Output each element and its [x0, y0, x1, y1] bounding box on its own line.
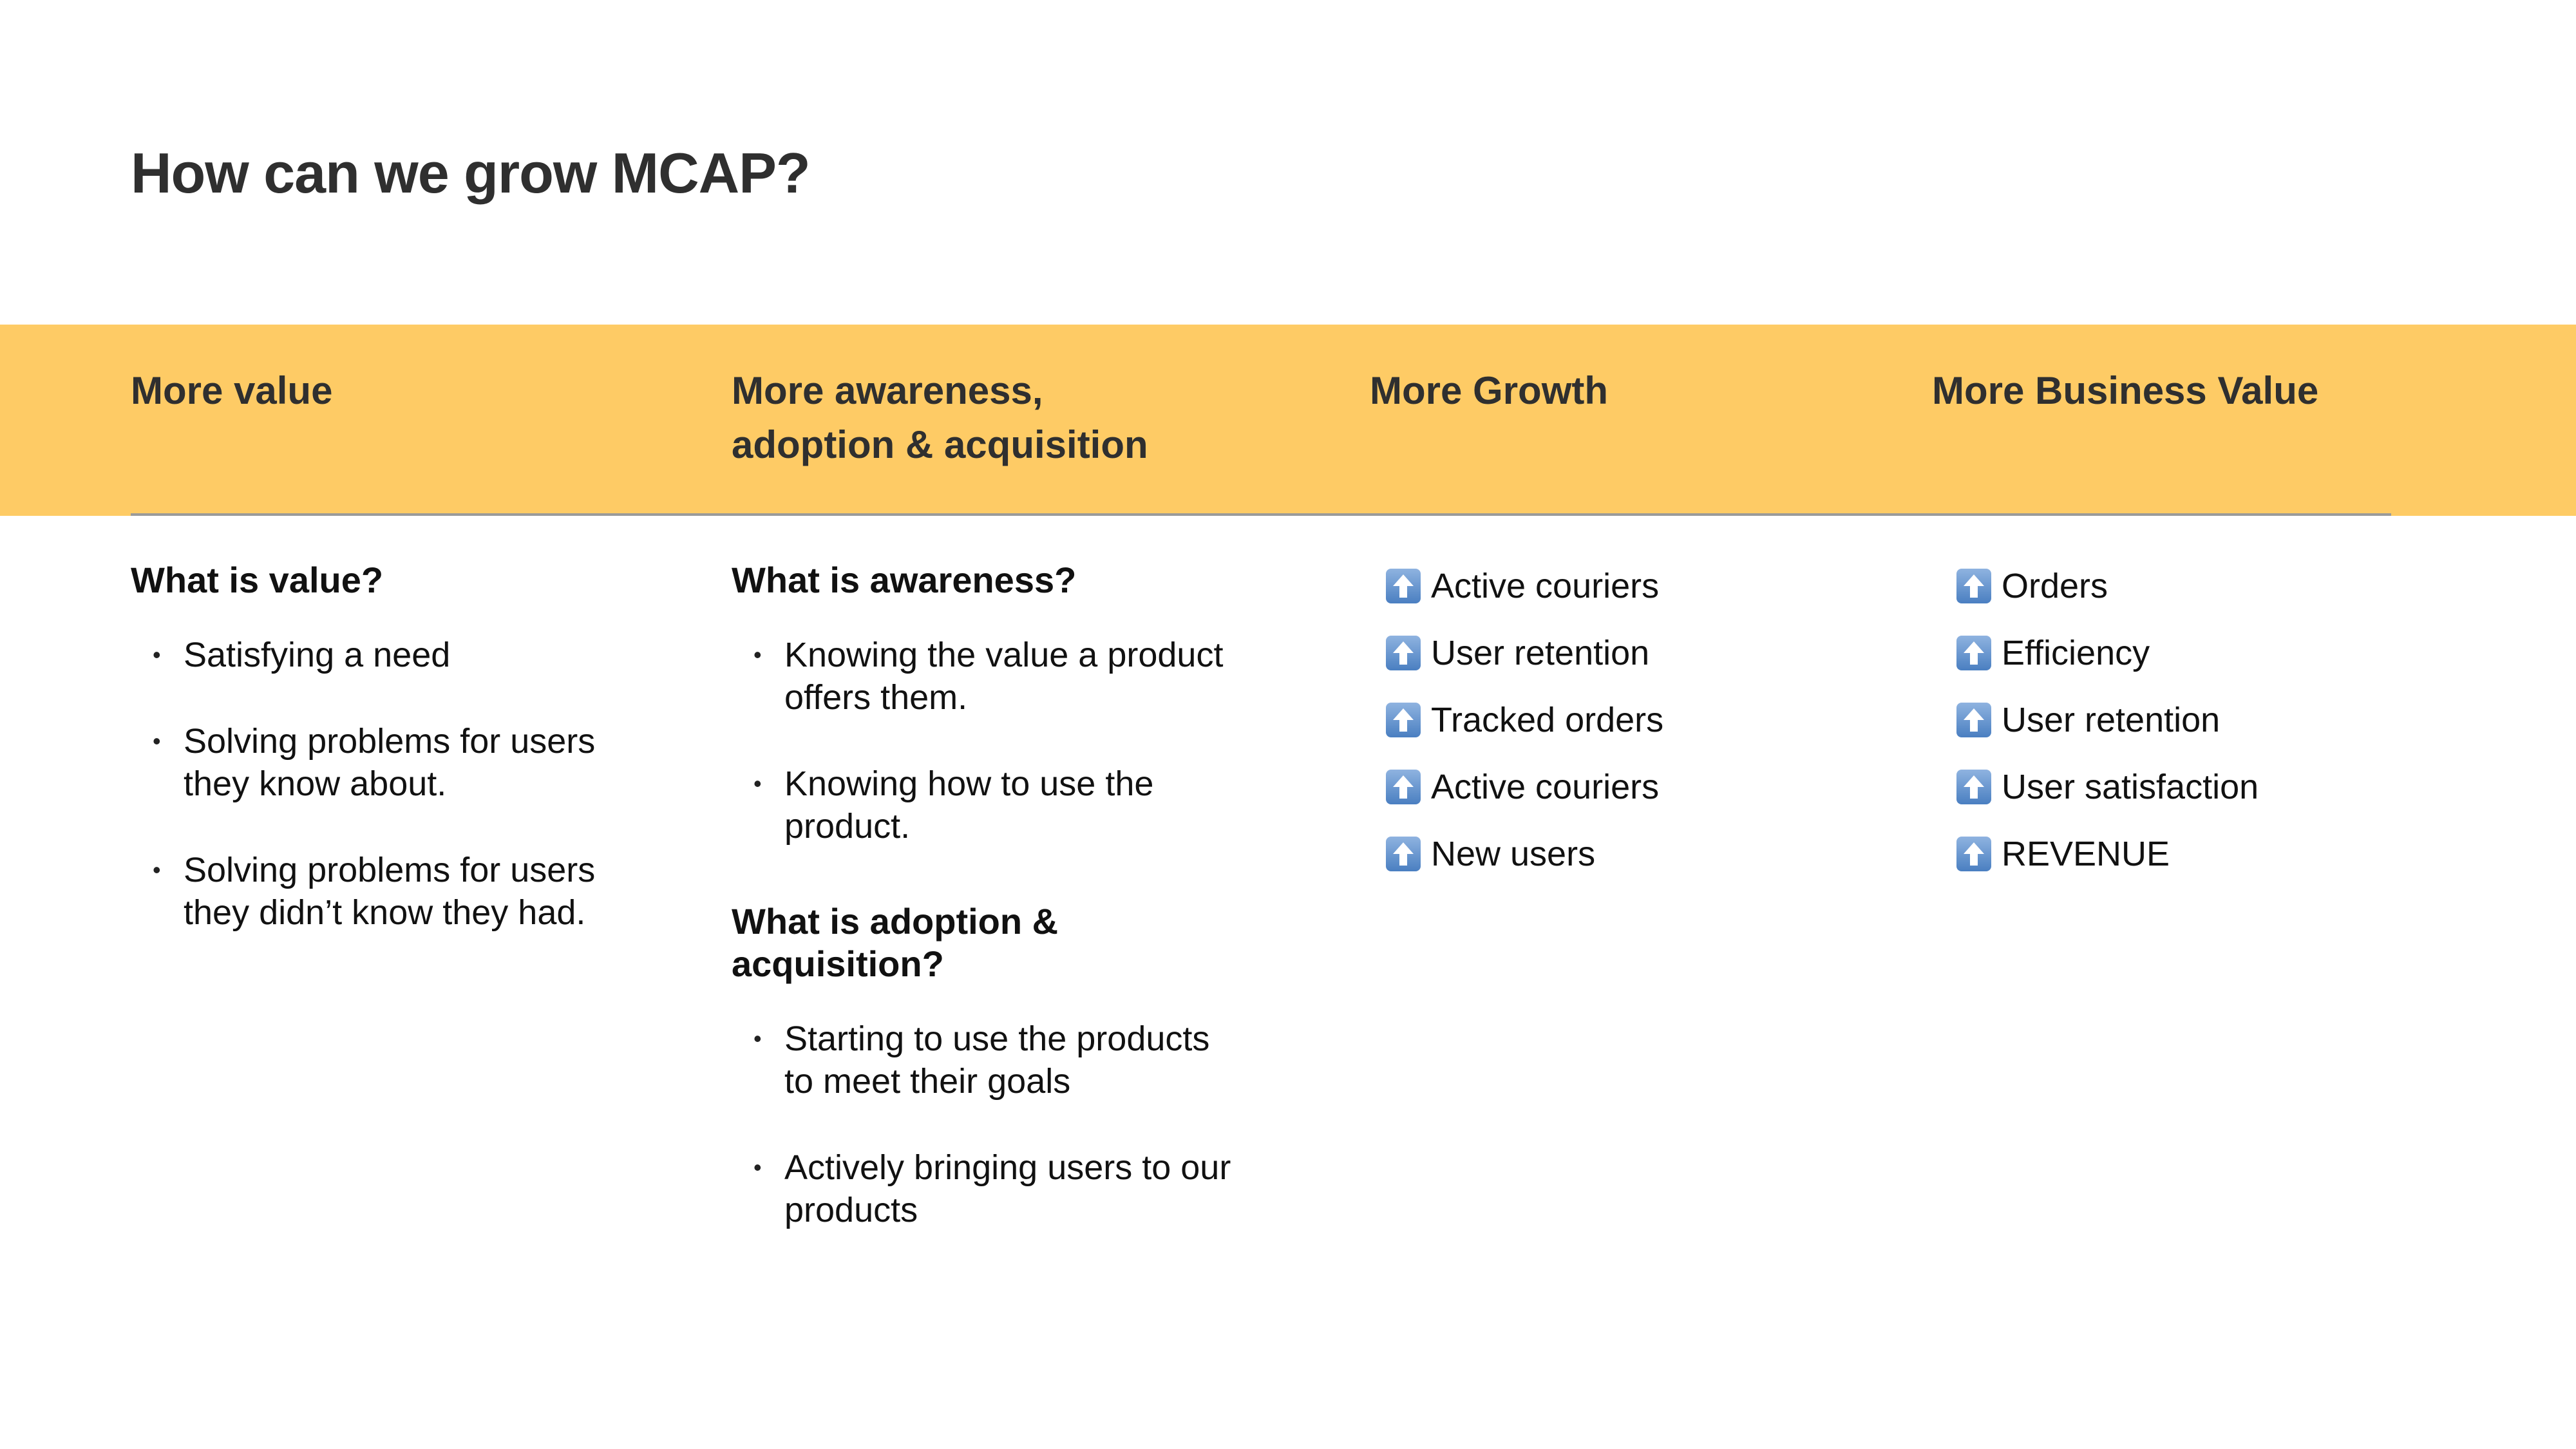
adoption-list	[732, 1018, 1247, 1231]
metric-item: Orders	[1956, 553, 2446, 620]
up-arrow-icon	[1386, 703, 1421, 737]
up-arrow-icon	[1386, 770, 1421, 804]
growth-column	[1386, 553, 1875, 887]
awareness-list	[732, 634, 1247, 848]
adoption-heading: What is adoption & acquisition?	[732, 901, 1059, 984]
metric-item: User satisfaction	[1956, 753, 2446, 820]
header-band	[0, 325, 2576, 516]
header-divider	[131, 513, 2391, 516]
metric-item: Active couriers	[1386, 753, 1875, 820]
column-heading-business-value: More Business Value	[1932, 369, 2319, 412]
value-heading: What is value?	[131, 560, 384, 600]
column-heading-growth: More Growth	[1370, 369, 1608, 412]
business-value-column	[1956, 553, 2446, 887]
bullet-icon: •	[753, 1025, 762, 1052]
bullet-icon: •	[153, 728, 161, 754]
metric-item: User retention	[1956, 687, 2446, 753]
bullet-icon: •	[753, 770, 762, 797]
list-item: • Actively bringing users to our products	[732, 1146, 1247, 1231]
awareness-column	[732, 559, 1247, 1275]
list-item: • Knowing how to use the product.	[732, 762, 1247, 848]
value-list	[131, 634, 620, 934]
metric-item: User retention	[1386, 620, 1875, 687]
up-arrow-icon	[1956, 703, 1991, 737]
awareness-heading: What is awareness?	[732, 560, 1077, 600]
metric-item: Tracked orders	[1386, 687, 1875, 753]
up-arrow-icon	[1386, 837, 1421, 871]
bullet-icon: •	[153, 857, 161, 883]
list-item: • Starting to use the products to meet their goals	[732, 1018, 1247, 1103]
column-heading-value: More value	[131, 369, 333, 412]
metric-item: Efficiency	[1956, 620, 2446, 687]
list-item: • Solving problems for users they didn’t know they had.	[131, 849, 620, 934]
column-heading-awareness-line1: More awareness,	[732, 369, 1043, 412]
business-value-list	[1956, 553, 2446, 887]
column-heading-awareness-line2: adoption & acquisition	[732, 423, 1148, 466]
bullet-icon: •	[753, 1154, 762, 1180]
bullet-icon: •	[153, 641, 161, 668]
up-arrow-icon	[1956, 569, 1991, 603]
metric-item: REVENUE	[1956, 820, 2446, 887]
up-arrow-icon	[1956, 837, 1991, 871]
up-arrow-icon	[1386, 636, 1421, 670]
list-item: • Knowing the value a product offers them.	[732, 634, 1247, 719]
up-arrow-icon	[1956, 770, 1991, 804]
bullet-icon: •	[753, 641, 762, 668]
column-heading-awareness	[732, 364, 1148, 472]
page-title: How can we grow MCAP?	[131, 141, 810, 205]
up-arrow-icon	[1956, 636, 1991, 670]
up-arrow-icon	[1386, 569, 1421, 603]
list-item: • Solving problems for users they know about.	[131, 720, 620, 805]
list-item: • Satisfying a need	[131, 634, 620, 676]
value-column	[131, 559, 620, 978]
metric-item: New users	[1386, 820, 1875, 887]
growth-list	[1386, 553, 1875, 887]
metric-item: Active couriers	[1386, 553, 1875, 620]
